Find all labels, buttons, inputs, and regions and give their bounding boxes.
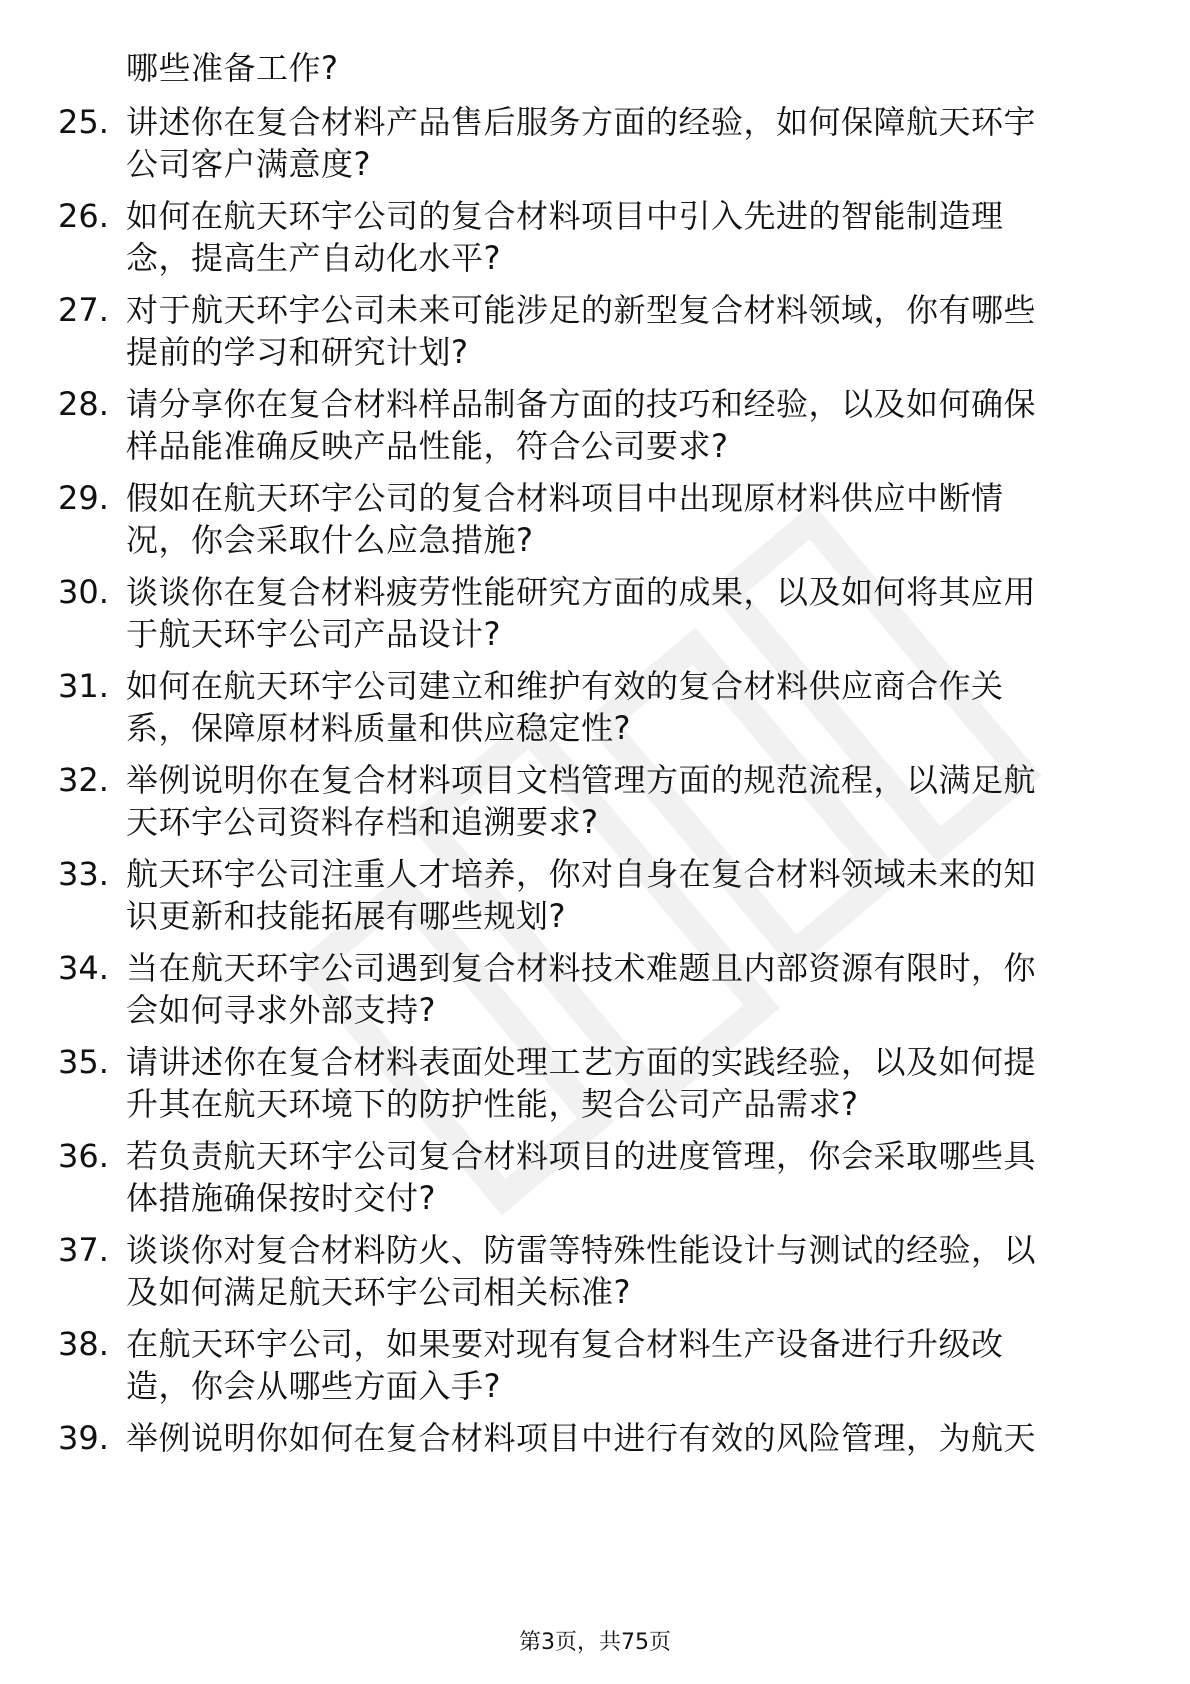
question-text-line2: 升其在航天环境下的防护性能，契合公司产品需求? bbox=[126, 1085, 859, 1123]
question-text-line1: 请分享你在复合材料样品制备方面的技巧和经验，以及如何确保 bbox=[126, 385, 1037, 423]
question-number: 33. bbox=[58, 855, 109, 893]
question-text-line1: 谈谈你对复合材料防火、防雷等特殊性能设计与测试的经验，以 bbox=[126, 1231, 1037, 1269]
question-text-line2: 公司客户满意度? bbox=[126, 145, 371, 183]
question-text-line1: 假如在航天环宇公司的复合材料项目中出现原材料供应中断情 bbox=[126, 479, 1004, 517]
question-text-line1: 举例说明你在复合材料项目文档管理方面的规范流程，以满足航 bbox=[126, 761, 1037, 799]
question-number: 31. bbox=[58, 667, 109, 705]
question-text-line1: 航天环宇公司注重人才培养，你对自身在复合材料领域未来的知 bbox=[126, 855, 1037, 893]
question-text-line1: 对于航天环宇公司未来可能涉足的新型复合材料领域，你有哪些 bbox=[126, 291, 1037, 329]
question-text-line2: 体措施确保按时交付? bbox=[126, 1179, 436, 1217]
question-text-line1: 谈谈你在复合材料疲劳性能研究方面的成果，以及如何将其应用 bbox=[126, 573, 1037, 611]
question-text-line1: 讲述你在复合材料产品售后服务方面的经验，如何保障航天环宇 bbox=[126, 103, 1037, 141]
question-number: 36. bbox=[58, 1137, 109, 1175]
question-text-line2: 提前的学习和研究计划? bbox=[126, 333, 469, 371]
question-text-line2: 造，你会从哪些方面入手? bbox=[126, 1367, 501, 1405]
question-text-line2: 及如何满足航天环宇公司相关标准? bbox=[126, 1273, 631, 1311]
question-text-line1: 在航天环宇公司，如果要对现有复合材料生产设备进行升级改 bbox=[126, 1325, 1004, 1363]
question-text-line1: 举例说明你如何在复合材料项目中进行有效的风险管理，为航天 bbox=[126, 1419, 1037, 1457]
question-text-line1: 如何在航天环宇公司的复合材料项目中引入先进的智能制造理 bbox=[126, 197, 1004, 235]
question-number: 39. bbox=[58, 1419, 109, 1457]
question-text-line1: 若负责航天环宇公司复合材料项目的进度管理，你会采取哪些具 bbox=[126, 1137, 1037, 1175]
question-number: 29. bbox=[58, 479, 109, 517]
question-text-line2: 识更新和技能拓展有哪些规划? bbox=[126, 897, 566, 935]
question-text-line2: 况，你会采取什么应急措施? bbox=[126, 521, 534, 559]
question-text-line2: 系，保障原材料质量和供应稳定性? bbox=[126, 709, 631, 747]
question-text-line2: 样品能准确反映产品性能，符合公司要求? bbox=[126, 427, 729, 465]
question-number: 27. bbox=[58, 291, 109, 329]
question-text-line1: 当在航天环宇公司遇到复合材料技术难题且内部资源有限时，你 bbox=[126, 949, 1037, 987]
page-footer: 第3页，共75页 bbox=[519, 1630, 671, 1655]
question-text-line2: 于航天环宇公司产品设计? bbox=[126, 615, 501, 653]
question-number: 35. bbox=[58, 1043, 109, 1081]
question-text-line1: 如何在航天环宇公司建立和维护有效的复合材料供应商合作关 bbox=[126, 667, 1004, 705]
question-number: 28. bbox=[58, 385, 109, 423]
continuation-text: 哪些准备工作? bbox=[126, 49, 339, 87]
question-text-line2: 念，提高生产自动化水平? bbox=[126, 239, 501, 277]
question-number: 34. bbox=[58, 949, 109, 987]
question-text-line1: 请讲述你在复合材料表面处理工艺方面的实践经验，以及如何提 bbox=[126, 1043, 1037, 1081]
question-number: 30. bbox=[58, 573, 109, 611]
question-number: 26. bbox=[58, 197, 109, 235]
question-text-line2: 会如何寻求外部支持? bbox=[126, 991, 436, 1029]
question-number: 25. bbox=[58, 103, 109, 141]
question-number: 37. bbox=[58, 1231, 109, 1269]
question-number: 32. bbox=[58, 761, 109, 799]
question-text-line2: 天环宇公司资料存档和追溯要求? bbox=[126, 803, 599, 841]
question-number: 38. bbox=[58, 1325, 109, 1363]
